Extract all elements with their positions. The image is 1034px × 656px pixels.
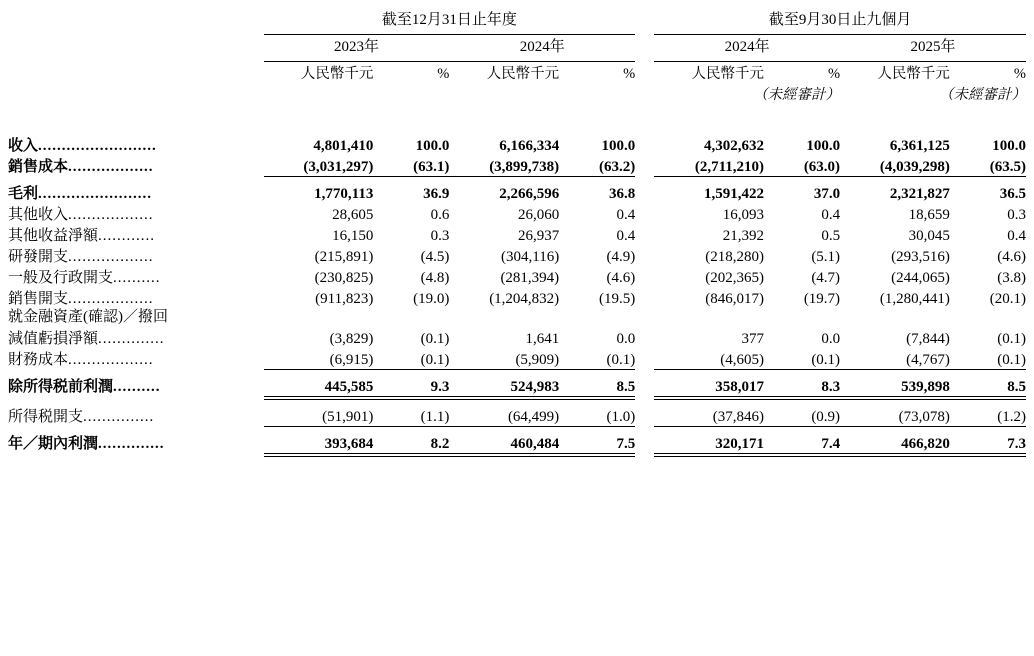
cell-value: 16,093	[722, 207, 765, 223]
row-label-finance-costs: 財務成本..................	[8, 351, 154, 368]
cell-value: 8.2	[430, 435, 450, 452]
cell-value: 16,150	[332, 228, 374, 244]
cell-value: (19.5)	[598, 291, 636, 307]
cell-value: (1,280,441)	[879, 291, 950, 307]
header-year-2023: 2023年	[264, 35, 450, 62]
table-row	[8, 327, 1026, 348]
cell-value: (4.9)	[606, 249, 636, 265]
cell-value: 0.0	[821, 330, 841, 347]
cell-value: 0.5	[821, 228, 841, 244]
table-row	[8, 432, 1026, 453]
cell-value: 100.0	[992, 138, 1026, 154]
cell-value: 0.3	[1007, 207, 1026, 223]
table-row	[8, 266, 1026, 287]
table-row	[8, 224, 1026, 245]
cell-value: (911,823)	[315, 291, 374, 307]
cell-value: (63.2)	[598, 159, 636, 175]
cell-value: (4.8)	[420, 270, 450, 286]
cell-value: (19.7)	[803, 291, 841, 307]
cell-value: 9.3	[430, 378, 450, 395]
row-label-admin-expenses: 一般及行政開支..........	[8, 270, 161, 286]
cell-value: (0.1)	[811, 351, 841, 368]
row-label-other-gains-net: 其他收益淨額............	[8, 228, 156, 244]
cell-value: (293,516)	[891, 249, 950, 265]
cell-value: 0.4	[1007, 228, 1026, 244]
cell-value: 37.0	[813, 186, 841, 202]
cell-value: 7.5	[616, 435, 636, 452]
cell-value: (0.1)	[997, 351, 1026, 368]
cell-value: 539,898	[901, 378, 950, 395]
cell-value: 8.5	[616, 378, 636, 395]
cell-value: 1,591,422	[704, 186, 765, 202]
cell-value: 28,605	[332, 207, 374, 223]
cell-value: 4,801,410	[313, 138, 374, 154]
header-unaudited-2025: （未經審計）	[939, 87, 1026, 103]
cell-value: (37,846)	[712, 408, 765, 425]
cell-value: (7,844)	[906, 330, 950, 347]
table-row	[8, 134, 1026, 155]
cell-value: (20.1)	[989, 291, 1026, 307]
cell-value: 7.3	[1007, 435, 1026, 452]
row-label-profit-before-tax: 除所得税前利潤..........	[8, 378, 161, 395]
cell-value: 6,166,334	[499, 138, 560, 154]
row-label-income-tax-expense: 所得税開支...............	[8, 408, 155, 425]
cell-value: (64,499)	[507, 408, 560, 425]
cell-value: 26,060	[517, 207, 560, 223]
cell-value: 0.3	[430, 228, 450, 244]
cell-value: 36.5	[999, 186, 1026, 202]
header-group-ninemonth: 截至9月30日止九個月	[654, 8, 1026, 35]
header-unit-row	[8, 62, 1026, 83]
row-label-selling-expenses: 銷售開支..................	[8, 291, 154, 307]
cell-value: 460,484	[510, 435, 560, 452]
cell-value: 377	[741, 330, 765, 347]
row-label-rnd-expenses: 研發開支..................	[8, 249, 154, 265]
cell-value: (4.6)	[606, 270, 636, 286]
cell-value: 445,585	[324, 378, 374, 395]
header-year-2024-interim: 2024年	[654, 35, 840, 62]
cell-value: 0.6	[430, 207, 450, 223]
cell-value: (0.9)	[811, 408, 841, 425]
header-unit-2025-interim: 人民幣千元	[877, 66, 950, 82]
header-pct-2024-annual: %	[623, 66, 636, 82]
header-pct-2024-interim: %	[827, 66, 841, 82]
cell-value: 0.0	[616, 330, 636, 347]
cell-value: (51,901)	[322, 408, 374, 425]
header-year-2024-annual: 2024年	[449, 35, 635, 62]
cell-value: 2,321,827	[889, 186, 950, 202]
row-label-profit-for-period: 年／期內利潤..............	[8, 435, 165, 452]
table-row-continuation	[8, 308, 1026, 327]
cell-value: 30,045	[908, 228, 950, 244]
cell-value: (218,280)	[705, 249, 765, 265]
cell-value: 8.5	[1007, 378, 1026, 395]
cell-value: (4.6)	[997, 249, 1026, 265]
cell-value: (6,915)	[329, 351, 374, 368]
cell-value: (1.0)	[606, 408, 636, 425]
header-spacer	[8, 104, 1026, 134]
cell-value: (4.5)	[420, 249, 450, 265]
row-label-other-income: 其他收入..................	[8, 207, 154, 223]
cell-value: (63.5)	[989, 159, 1026, 175]
cell-value: (2,711,210)	[694, 159, 765, 175]
cell-value: (1,204,832)	[489, 291, 560, 307]
cell-value: 36.9	[423, 186, 450, 202]
table-row	[8, 375, 1026, 396]
cell-value: (304,116)	[501, 249, 560, 265]
cell-value: 21,392	[722, 228, 765, 244]
header-year-row	[8, 35, 1026, 62]
cell-value: (4,767)	[906, 351, 950, 368]
cell-value: (4,039,298)	[879, 159, 950, 175]
header-group-annual: 截至12月31日止年度	[264, 8, 636, 35]
cell-value: (202,365)	[705, 270, 765, 286]
cell-value: (19.0)	[413, 291, 450, 307]
cell-value: (0.1)	[420, 351, 450, 368]
cell-value: (73,078)	[898, 408, 950, 425]
cell-value: (4,605)	[720, 351, 765, 368]
header-unit-2024-interim: 人民幣千元	[691, 66, 765, 82]
cell-value: (0.1)	[420, 330, 450, 347]
cell-value: 358,017	[715, 378, 765, 395]
table-row	[8, 245, 1026, 266]
cell-value: 36.8	[608, 186, 636, 202]
cell-value: (3,829)	[329, 330, 374, 347]
cell-value: (3.8)	[997, 270, 1026, 286]
cell-value: 2,266,596	[499, 186, 560, 202]
cell-value: (281,394)	[500, 270, 560, 286]
row-label-cost-of-sales: 銷售成本..................	[8, 159, 154, 175]
cell-value: (244,065)	[891, 270, 950, 286]
row-label-impairment-net: 減值虧損淨額..............	[8, 330, 165, 347]
cell-value: 7.4	[821, 435, 841, 452]
header-pct-2025-interim: %	[1013, 66, 1026, 82]
cell-value: 6,361,125	[889, 138, 950, 154]
table-row	[8, 155, 1026, 176]
row-label-revenue: 收入.........................	[8, 138, 157, 154]
cell-value: 393,684	[324, 435, 374, 452]
cell-value: 100.0	[806, 138, 841, 154]
cell-value: (5.1)	[811, 249, 841, 265]
cell-value: (846,017)	[705, 291, 765, 307]
header-unit-2024-annual: 人民幣千元	[486, 66, 560, 82]
cell-value: (3,899,738)	[489, 159, 560, 175]
cell-value: 466,820	[901, 435, 950, 452]
cell-value: (3,031,297)	[303, 159, 374, 175]
header-group-row	[8, 8, 1026, 35]
cell-value: 0.4	[821, 207, 841, 223]
row-label-gross-profit: 毛利........................	[8, 186, 153, 202]
cell-value: 0.4	[616, 228, 636, 244]
cell-value: (1.1)	[420, 408, 450, 425]
cell-value: (5,909)	[515, 351, 560, 368]
cell-value: 18,659	[908, 207, 950, 223]
table-row	[8, 182, 1026, 203]
table-row	[8, 348, 1026, 369]
cell-value: 26,937	[517, 228, 560, 244]
cell-value: (63.1)	[413, 159, 450, 175]
header-pct-2023: %	[437, 66, 450, 82]
cell-value: 100.0	[415, 138, 450, 154]
cell-value: 100.0	[601, 138, 636, 154]
header-unaudited-row	[8, 83, 1026, 104]
header-year-2025-interim: 2025年	[840, 35, 1026, 62]
cell-value: 320,171	[715, 435, 765, 452]
cell-value: 524,983	[510, 378, 560, 395]
cell-value: 1,770,113	[314, 186, 374, 202]
table-row	[8, 287, 1026, 308]
income-statement-table	[8, 8, 1026, 457]
row-label-impairment-line1: 就金融資產(確認)／撥回	[8, 309, 168, 325]
cell-value: (230,825)	[314, 270, 374, 286]
cell-value: (0.1)	[606, 351, 636, 368]
total-double-rule	[8, 453, 1026, 457]
cell-value: 0.4	[616, 207, 636, 223]
table-row	[8, 203, 1026, 224]
header-unaudited-2024: （未經審計）	[753, 87, 841, 103]
cell-value: (1.2)	[997, 408, 1026, 425]
table-row	[8, 405, 1026, 426]
header-unit-2023: 人民幣千元	[300, 66, 374, 82]
cell-value: (4.7)	[811, 270, 841, 286]
cell-value: 1,641	[525, 330, 560, 347]
cell-value: 4,302,632	[704, 138, 765, 154]
cell-value: (215,891)	[314, 249, 374, 265]
table-body	[8, 134, 1026, 457]
cell-value: 8.3	[821, 378, 841, 395]
cell-value: (63.0)	[803, 159, 841, 175]
cell-value: (0.1)	[997, 330, 1026, 347]
